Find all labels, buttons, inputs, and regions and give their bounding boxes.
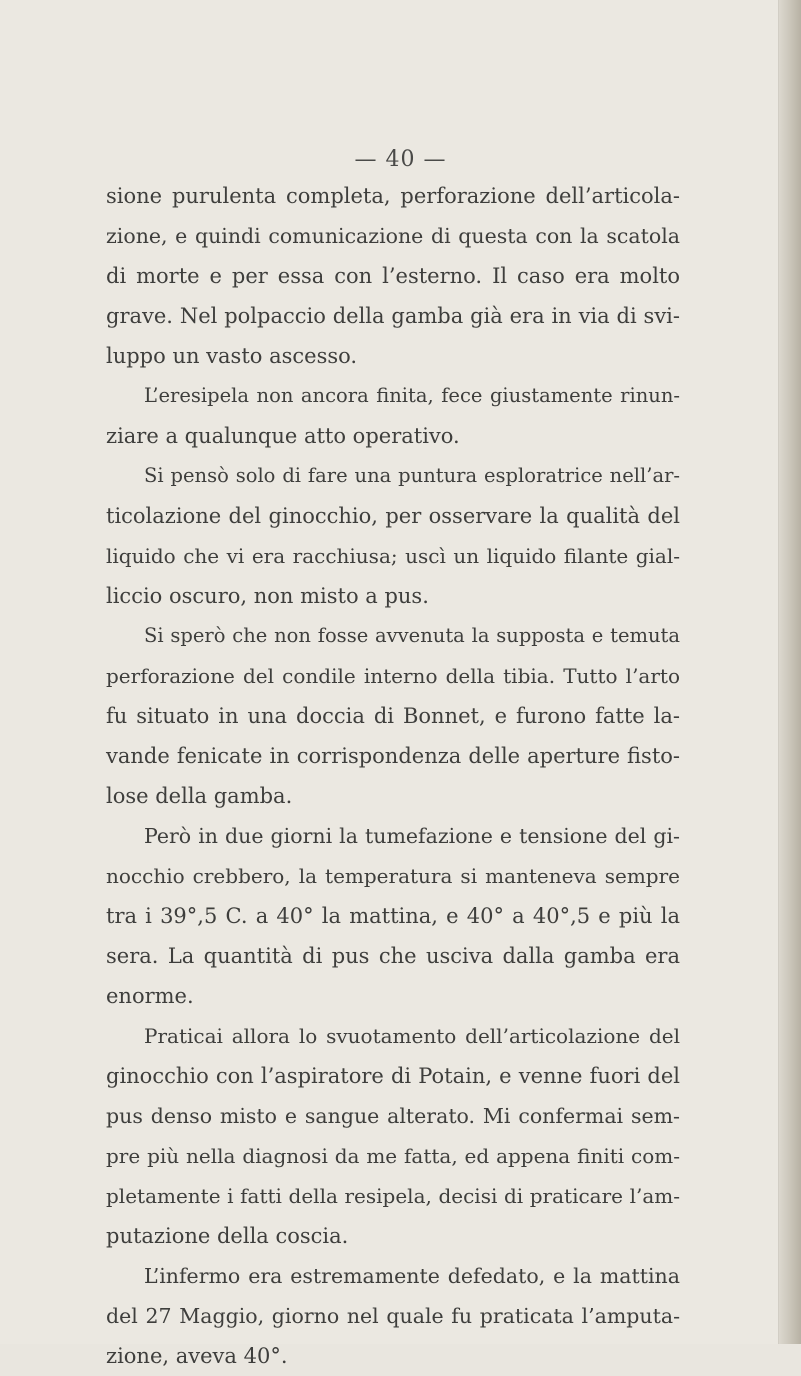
- text-line: pus denso misto e sangue alterato. Mi confermai sem-: [106, 1104, 680, 1128]
- text-line: Si pensò solo di fare una puntura esploratrice nell’ar-: [144, 464, 680, 487]
- text-line: pletamente i fatti della resipela, decisi di praticare l’am-: [106, 1184, 680, 1208]
- text-line: ticolazione del ginocchio, per osservare la qualità del: [106, 504, 680, 528]
- text-line: Si sperò che non fosse avvenuta la supposta e temuta: [144, 624, 680, 647]
- text-line: lose della gamba.: [106, 784, 293, 808]
- text-line: sera. La quantità di pus che usciva dalla gamba era: [106, 944, 680, 968]
- text-line: nocchio crebbero, la temperatura si manteneva sempre: [106, 864, 680, 888]
- text-line: grave. Nel polpaccio della gamba già era in via di svi-: [106, 304, 680, 328]
- text-line: tra i 39°,5 C. a 40° la mattina, e 40° a 40°,5 e più la: [106, 904, 680, 928]
- text-line: ziare a qualunque atto operativo.: [106, 424, 460, 448]
- text-line: vande fenicate in corrispondenza delle aperture fisto-: [106, 744, 680, 768]
- page-edge-shadow: [779, 0, 801, 1344]
- text-line: del 27 Maggio, giorno nel quale fu praticata l’amputa-: [106, 1304, 680, 1328]
- text-line: Però in due giorni la tumefazione e tensione del gi-: [144, 824, 680, 848]
- text-line: di morte e per essa con l’esterno. Il caso era molto: [106, 264, 680, 288]
- text-line: putazione della coscia.: [106, 1224, 349, 1248]
- text-line: L’eresipela non ancora finita, fece giustamente rinun-: [144, 384, 680, 407]
- text-line: pre più nella diagnosi da me fatta, ed appena finiti com-: [106, 1144, 680, 1168]
- text-line: zione, e quindi comunicazione di questa con la scatola: [106, 224, 680, 248]
- text-line: fu situato in una doccia di Bonnet, e furono fatte la-: [106, 704, 680, 728]
- text-line: L’infermo era estremamente defedato, e la mattina: [144, 1264, 680, 1288]
- text-line: luppo un vasto ascesso.: [106, 344, 358, 368]
- text-line: sione purulenta completa, perforazione dell’articola-: [106, 184, 680, 208]
- text-line: liquido che vi era racchiusa; uscì un liquido filante gial-: [106, 544, 680, 568]
- text-line: enorme.: [106, 984, 194, 1008]
- text-line: zione, aveva 40°.: [106, 1344, 288, 1368]
- text-line: Praticai allora lo svuotamento dell’articolazione del: [144, 1024, 680, 1048]
- text-line: perforazione del condile interno della tibia. Tutto l’arto: [106, 664, 680, 688]
- text-line: liccio oscuro, non misto a pus.: [106, 584, 429, 608]
- text-line: ginocchio con l’aspiratore di Potain, e venne fuori del: [106, 1064, 680, 1088]
- body-text: [106, 176, 680, 1376]
- page-number: — 40 —: [354, 147, 447, 172]
